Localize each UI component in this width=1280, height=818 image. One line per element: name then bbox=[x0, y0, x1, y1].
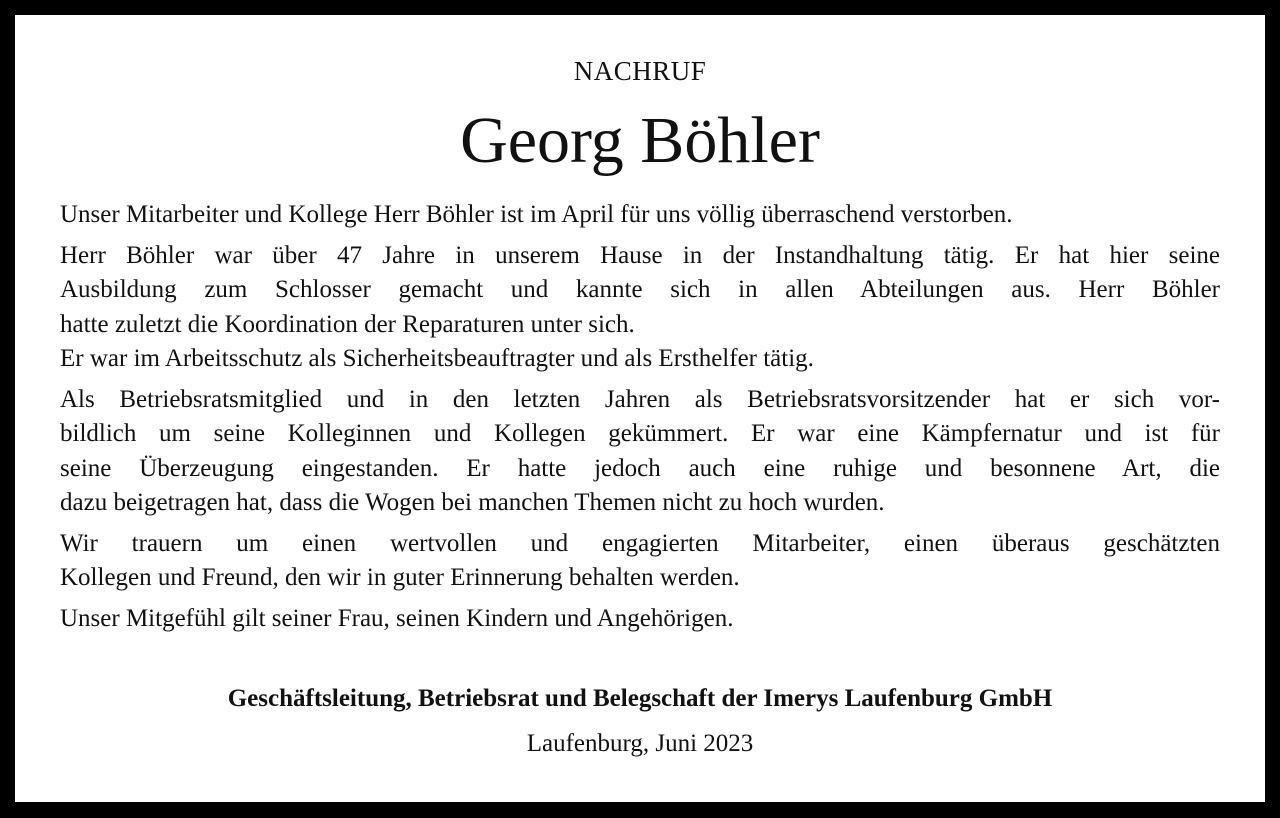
paragraph-mourning bbox=[60, 527, 1220, 596]
paragraph-works-council bbox=[60, 383, 1220, 521]
place-date: Laufenburg, Juni 2023 bbox=[526, 730, 754, 757]
text-line: seine Überzeugung eingestanden. Er hatte jedoch auch eine ruhige und besonnene Art, die bbox=[60, 454, 1220, 482]
paragraph-career bbox=[60, 239, 1220, 377]
deceased-name: Georg Böhler bbox=[460, 104, 820, 177]
text-line: Wir trauern um einen wertvollen und engagierten Mitarbeiter, einen überaus geschätzten bbox=[60, 529, 1220, 557]
obituary-notice bbox=[15, 15, 1265, 802]
text-line: hatte zuletzt die Koordination der Reparaturen unter sich. bbox=[60, 310, 635, 338]
text-line: bildlich um seine Kolleginnen und Kollegen gekümmert. Er war eine Kämpfernatur und ist für bbox=[60, 420, 1220, 447]
text-line: dazu beigetragen hat, dass die Wogen bei manchen Themen nicht zu hoch wurden. bbox=[60, 489, 885, 516]
paragraph-announcement bbox=[60, 198, 1220, 233]
text-line: Herr Böhler war über 47 Jahre in unserem Hause in der Instandhaltung tätig. Er hat hier seine bbox=[60, 241, 1220, 269]
signature: Geschäftsleitung, Betriebsrat und Belegschaft der Imerys Laufenburg GmbH bbox=[227, 685, 1053, 712]
text-line: Ausbildung zum Schlosser gemacht und kannte sich in allen Abteilungen aus. Herr Böhler bbox=[60, 276, 1220, 303]
text-line: Kollegen und Freund, den wir in guter Erinnerung behalten werden. bbox=[60, 564, 740, 591]
text-line: Als Betriebsratsmitglied und in den letzten Jahren als Betriebsratsvorsitzender hat er sich vor- bbox=[60, 385, 1220, 413]
notice-kicker: NACHRUF bbox=[573, 56, 707, 86]
text-line: Er war im Arbeitsschutz als Sicherheitsbeauftragter und als Ersthelfer tätig. bbox=[60, 345, 814, 372]
text-line: Unser Mitgefühl gilt seiner Frau, seinen Kindern und Angehörigen. bbox=[60, 604, 734, 632]
text-line: Unser Mitarbeiter und Kollege Herr Böhler ist im April für uns völlig überraschend verstorben. bbox=[60, 201, 1013, 228]
notice-body bbox=[60, 198, 1220, 642]
paragraph-condolence bbox=[60, 602, 1220, 637]
